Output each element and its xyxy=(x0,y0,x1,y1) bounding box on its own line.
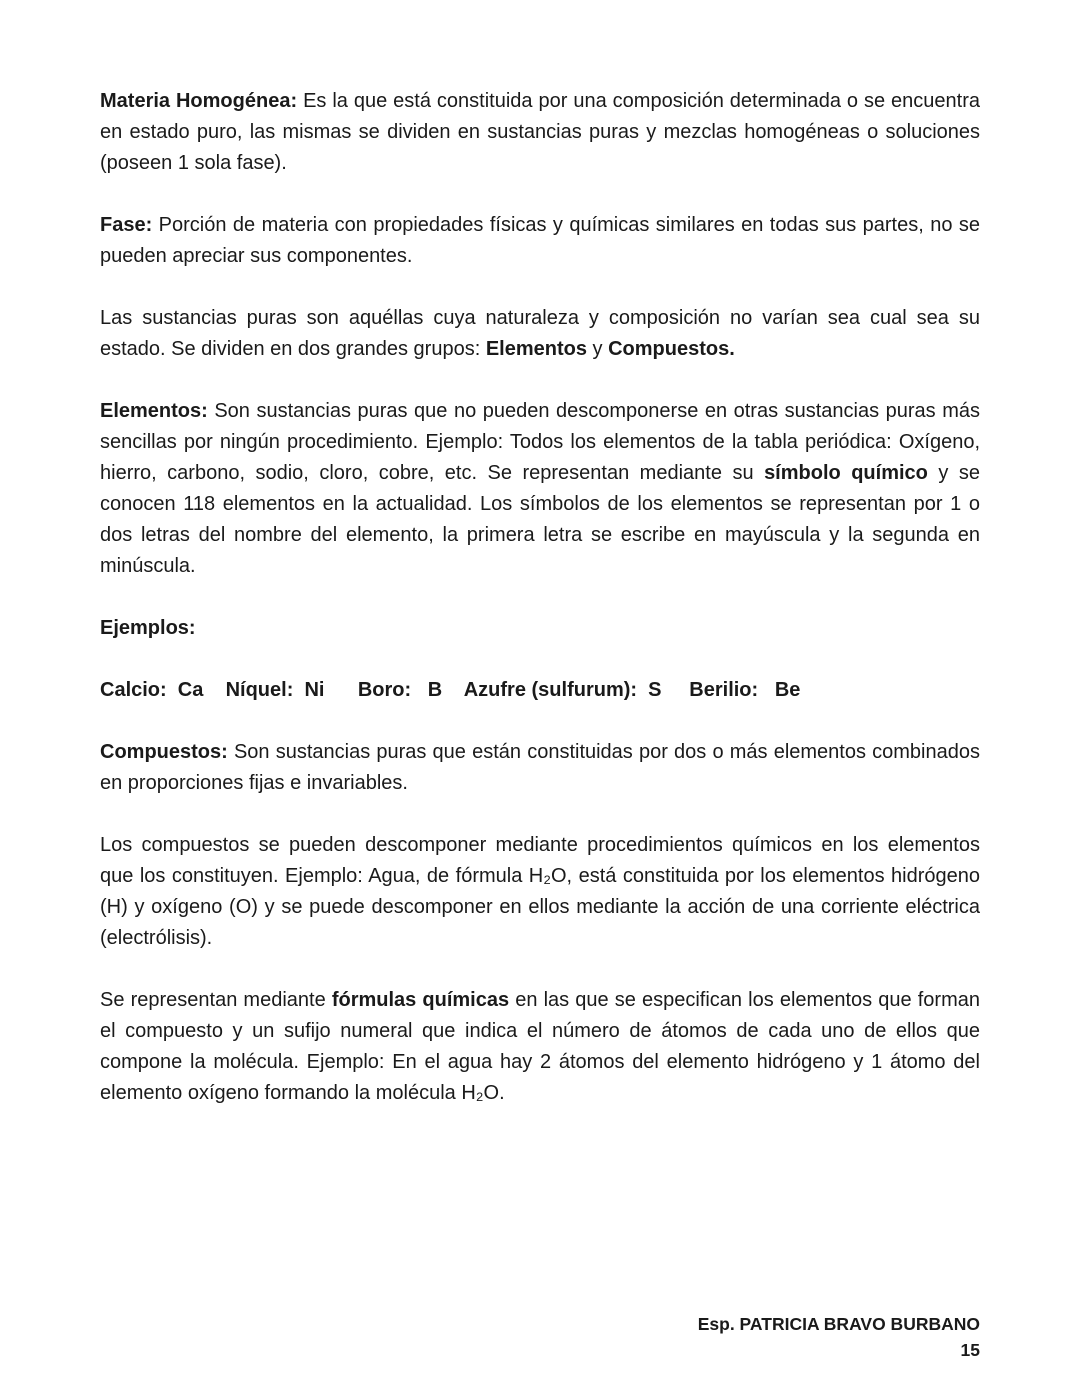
text-run-bold: Elementos xyxy=(485,338,587,360)
text-run-bold: Fase: xyxy=(100,214,159,236)
text-run: Son sustancias puras que están constituidas por dos o más elementos combinados en proporciones fijas e invariables. xyxy=(100,741,980,794)
text-run: en las que se especifican los elementos que forman el compuesto y un sufijo numeral que indica el número de átomos de cada uno de ellos que compone la molécula. Ejemplo: En el agua hay 2 átomos del elemento hidrógeno y 1 átomo del elemento oxígeno formando la molécula H₂O. xyxy=(100,989,980,1104)
text-run: Son sustancias puras que no pueden descomponerse en otras sustancias puras más sencillas por ningún procedimiento. Ejemplo: Todos los elementos de la tabla periódica: Oxígeno, hierro, carbono, sodio, cloro, cobre, etc. Se representan mediante su xyxy=(100,400,981,484)
text-run: Se representan mediante xyxy=(100,989,332,1011)
page-number: 15 xyxy=(960,1340,980,1360)
paragraph-elementos xyxy=(100,396,980,582)
page-content xyxy=(100,86,980,1311)
text-run: Las sustancias puras son aquéllas cuya naturaleza y composición no varían sea cual sea su estado. Se dividen en dos grandes grupos: xyxy=(100,307,980,360)
text-run-bold: Calcio: Ca Níquel: Ni Boro: B Azufre (sulfurum): S Berilio: Be xyxy=(100,679,801,701)
page-footer xyxy=(100,1311,980,1363)
text-run: Los compuestos se pueden descomponer mediante procedimientos químicos en los elementos que los constituyen. Ejemplo: Agua, de fórmula H₂O, está constituida por los elementos hidrógeno (H) y oxígeno (O) y se puede descomponer en ellos mediante la acción de una corriente eléctrica (electrólisis). xyxy=(100,834,980,949)
text-run: Es la que está constituida por una composición determinada o se encuentra en estado puro, las mismas se dividen en sustancias puras y mezclas homogéneas o soluciones (poseen 1 sola fase). xyxy=(100,90,981,174)
text-run-bold: Elementos: xyxy=(100,400,215,422)
footer-author: Esp. PATRICIA BRAVO BURBANO xyxy=(697,1314,980,1334)
text-run-bold: fórmulas químicas xyxy=(331,989,510,1011)
text-run-bold: Compuestos. xyxy=(608,338,735,360)
text-run-bold: Materia Homogénea: xyxy=(100,90,304,112)
paragraph-ejemplos-heading xyxy=(100,613,980,644)
text-run: y se conocen 118 elementos en la actualidad. Los símbolos de los elementos se representan por 1 o dos letras del nombre del elemento, la primera letra se escribe en mayúscula y la segunda en minúscula. xyxy=(100,462,980,577)
paragraph-compuestos xyxy=(100,737,980,799)
paragraph-descomposicion xyxy=(100,830,980,954)
text-run-bold: símbolo químico xyxy=(764,462,928,484)
paragraph-ejemplos-list xyxy=(100,675,980,706)
paragraph-formulas-quimicas xyxy=(100,985,980,1109)
text-run-bold: Ejemplos: xyxy=(100,617,196,639)
paragraph-fase xyxy=(100,210,980,272)
text-run-bold: Compuestos: xyxy=(100,741,234,763)
text-run: Porción de materia con propiedades físicas y químicas similares en todas sus partes, no se pueden apreciar sus componentes. xyxy=(100,214,980,267)
paragraph-sustancias-puras xyxy=(100,303,980,365)
paragraph-materia-homogenea xyxy=(100,86,980,179)
text-run: y xyxy=(586,338,609,360)
